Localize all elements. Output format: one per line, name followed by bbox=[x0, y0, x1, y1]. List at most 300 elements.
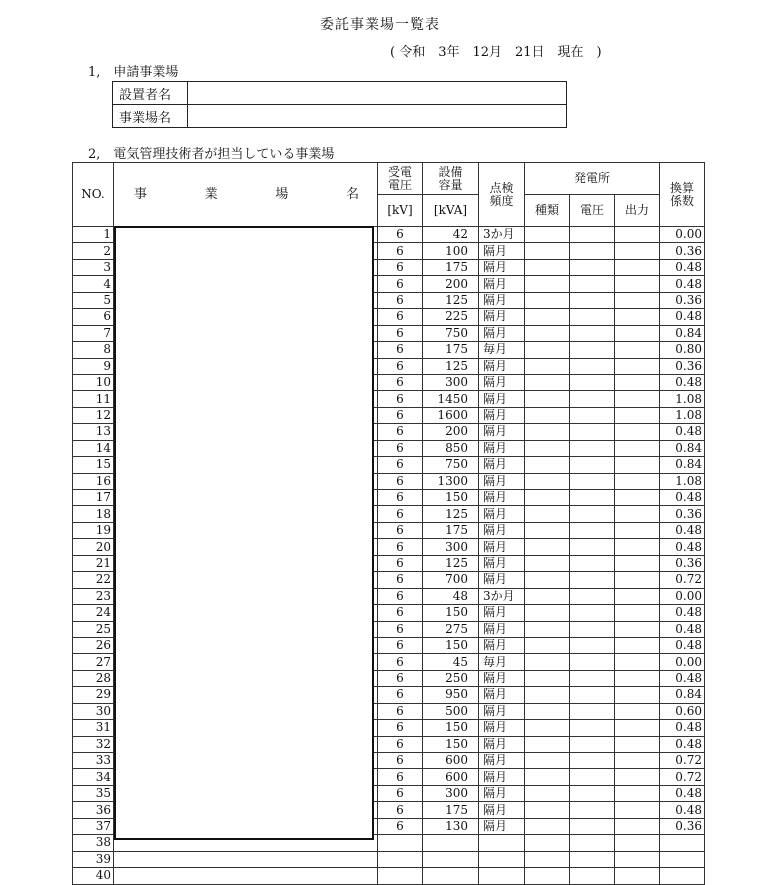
row-gen-voltage bbox=[570, 358, 615, 374]
row-no: 25 bbox=[73, 621, 114, 637]
row-no: 7 bbox=[73, 325, 114, 341]
row-inspection: 隔月 bbox=[479, 720, 525, 736]
row-gen-output bbox=[615, 555, 660, 571]
row-gen-voltage bbox=[570, 621, 615, 637]
row-gen-type bbox=[525, 424, 570, 440]
row-gen-voltage bbox=[570, 424, 615, 440]
header-capacity: 設備 容量 bbox=[423, 163, 479, 195]
row-no: 8 bbox=[73, 342, 114, 358]
row-gen-output bbox=[615, 687, 660, 703]
row-no: 36 bbox=[73, 802, 114, 818]
row-coefficient: 0.80 bbox=[660, 342, 705, 358]
row-no: 24 bbox=[73, 605, 114, 621]
row-inspection: 隔月 bbox=[479, 325, 525, 341]
row-gen-output bbox=[615, 391, 660, 407]
row-capacity: 750 bbox=[423, 457, 479, 473]
row-capacity: 300 bbox=[423, 539, 479, 555]
row-voltage: 6 bbox=[378, 490, 423, 506]
row-voltage: 6 bbox=[378, 670, 423, 686]
row-coefficient: 0.36 bbox=[660, 555, 705, 571]
row-inspection: 隔月 bbox=[479, 621, 525, 637]
row-coefficient: 0.48 bbox=[660, 637, 705, 653]
row-coefficient: 0.60 bbox=[660, 703, 705, 719]
row-gen-voltage bbox=[570, 325, 615, 341]
row-no: 22 bbox=[73, 572, 114, 588]
row-gen-type bbox=[525, 506, 570, 522]
header-gen-voltage: 電圧 bbox=[570, 195, 615, 227]
row-capacity: 950 bbox=[423, 687, 479, 703]
row-coefficient bbox=[660, 835, 705, 851]
row-inspection: 隔月 bbox=[479, 506, 525, 522]
row-gen-voltage bbox=[570, 243, 615, 259]
row-gen-output bbox=[615, 588, 660, 604]
row-coefficient: 0.48 bbox=[660, 309, 705, 325]
row-gen-voltage bbox=[570, 391, 615, 407]
row-coefficient: 0.48 bbox=[660, 276, 705, 292]
row-gen-output bbox=[615, 473, 660, 489]
row-no: 27 bbox=[73, 654, 114, 670]
row-coefficient: 0.36 bbox=[660, 243, 705, 259]
header-gen-output: 出力 bbox=[615, 195, 660, 227]
row-site-name bbox=[114, 851, 378, 867]
row-gen-output bbox=[615, 490, 660, 506]
row-gen-type bbox=[525, 309, 570, 325]
applicant-table bbox=[112, 81, 567, 128]
installer-value bbox=[188, 82, 567, 105]
row-gen-type bbox=[525, 621, 570, 637]
row-gen-type bbox=[525, 325, 570, 341]
header-voltage: 受電 電圧 bbox=[378, 163, 423, 195]
row-coefficient: 0.48 bbox=[660, 374, 705, 390]
row-gen-type bbox=[525, 473, 570, 489]
header-name-char-4: 名 bbox=[345, 187, 359, 202]
row-capacity: 1450 bbox=[423, 391, 479, 407]
row-coefficient: 0.72 bbox=[660, 572, 705, 588]
row-no: 20 bbox=[73, 539, 114, 555]
section-1-label: 1, 申請事業場 bbox=[88, 65, 179, 80]
row-coefficient: 0.00 bbox=[660, 588, 705, 604]
row-gen-type bbox=[525, 276, 570, 292]
row-gen-voltage bbox=[570, 342, 615, 358]
row-capacity: 175 bbox=[423, 802, 479, 818]
row-inspection: 隔月 bbox=[479, 753, 525, 769]
row-gen-type bbox=[525, 292, 570, 308]
row-voltage: 6 bbox=[378, 687, 423, 703]
row-gen-type bbox=[525, 227, 570, 243]
row-inspection: 隔月 bbox=[479, 473, 525, 489]
row-voltage: 6 bbox=[378, 276, 423, 292]
row-gen-output bbox=[615, 539, 660, 555]
row-gen-type bbox=[525, 835, 570, 851]
header-capacity-unit: [kVA] bbox=[423, 195, 479, 227]
row-no: 28 bbox=[73, 670, 114, 686]
row-coefficient: 0.48 bbox=[660, 605, 705, 621]
row-voltage: 6 bbox=[378, 309, 423, 325]
row-gen-type bbox=[525, 851, 570, 867]
row-coefficient: 1.08 bbox=[660, 391, 705, 407]
row-inspection: 隔月 bbox=[479, 572, 525, 588]
row-no: 19 bbox=[73, 522, 114, 538]
row-gen-output bbox=[615, 522, 660, 538]
row-gen-type bbox=[525, 736, 570, 752]
row-voltage: 6 bbox=[378, 391, 423, 407]
row-inspection: 毎月 bbox=[479, 654, 525, 670]
row-gen-output bbox=[615, 309, 660, 325]
row-inspection: 隔月 bbox=[479, 440, 525, 456]
row-gen-output bbox=[615, 407, 660, 423]
row-gen-type bbox=[525, 522, 570, 538]
row-capacity: 175 bbox=[423, 342, 479, 358]
row-coefficient: 0.48 bbox=[660, 490, 705, 506]
row-capacity: 42 bbox=[423, 227, 479, 243]
row-gen-voltage bbox=[570, 670, 615, 686]
row-gen-output bbox=[615, 720, 660, 736]
row-gen-type bbox=[525, 391, 570, 407]
row-no: 38 bbox=[73, 835, 114, 851]
row-gen-type bbox=[525, 769, 570, 785]
row-voltage: 6 bbox=[378, 769, 423, 785]
row-gen-type bbox=[525, 720, 570, 736]
row-inspection: 隔月 bbox=[479, 769, 525, 785]
row-coefficient: 0.72 bbox=[660, 769, 705, 785]
row-voltage: 6 bbox=[378, 703, 423, 719]
row-gen-type bbox=[525, 802, 570, 818]
row-coefficient: 0.84 bbox=[660, 457, 705, 473]
row-gen-voltage bbox=[570, 588, 615, 604]
row-no: 2 bbox=[73, 243, 114, 259]
row-capacity: 850 bbox=[423, 440, 479, 456]
row-capacity: 275 bbox=[423, 621, 479, 637]
row-voltage: 6 bbox=[378, 720, 423, 736]
row-gen-type bbox=[525, 654, 570, 670]
row-coefficient: 0.36 bbox=[660, 506, 705, 522]
row-inspection: 隔月 bbox=[479, 539, 525, 555]
row-gen-type bbox=[525, 572, 570, 588]
header-name-char-2: 業 bbox=[204, 187, 218, 202]
row-no: 40 bbox=[73, 868, 114, 884]
row-voltage: 6 bbox=[378, 407, 423, 423]
row-gen-voltage bbox=[570, 785, 615, 801]
row-voltage: 6 bbox=[378, 736, 423, 752]
row-capacity: 125 bbox=[423, 555, 479, 571]
row-capacity: 200 bbox=[423, 424, 479, 440]
row-gen-output bbox=[615, 506, 660, 522]
row-no: 34 bbox=[73, 769, 114, 785]
row-voltage: 6 bbox=[378, 243, 423, 259]
row-capacity: 500 bbox=[423, 703, 479, 719]
row-no: 1 bbox=[73, 227, 114, 243]
row-capacity: 125 bbox=[423, 292, 479, 308]
row-gen-voltage bbox=[570, 703, 615, 719]
row-coefficient: 0.48 bbox=[660, 720, 705, 736]
row-coefficient: 0.36 bbox=[660, 358, 705, 374]
row-voltage: 6 bbox=[378, 342, 423, 358]
row-no: 29 bbox=[73, 687, 114, 703]
row-inspection: 毎月 bbox=[479, 342, 525, 358]
row-no: 32 bbox=[73, 736, 114, 752]
row-no: 13 bbox=[73, 424, 114, 440]
row-voltage: 6 bbox=[378, 506, 423, 522]
section-2-label: 2, 電気管理技術者が担当している事業場 bbox=[88, 147, 335, 162]
row-voltage: 6 bbox=[378, 457, 423, 473]
row-capacity: 600 bbox=[423, 753, 479, 769]
row-inspection: 隔月 bbox=[479, 818, 525, 834]
row-capacity: 100 bbox=[423, 243, 479, 259]
row-gen-output bbox=[615, 457, 660, 473]
row-coefficient: 0.48 bbox=[660, 522, 705, 538]
row-voltage: 6 bbox=[378, 555, 423, 571]
row-no: 11 bbox=[73, 391, 114, 407]
row-gen-voltage bbox=[570, 753, 615, 769]
row-no: 6 bbox=[73, 309, 114, 325]
row-voltage: 6 bbox=[378, 621, 423, 637]
row-voltage: 6 bbox=[378, 473, 423, 489]
row-inspection bbox=[479, 835, 525, 851]
row-voltage: 6 bbox=[378, 539, 423, 555]
row-gen-voltage bbox=[570, 818, 615, 834]
row-capacity: 1600 bbox=[423, 407, 479, 423]
row-gen-output bbox=[615, 621, 660, 637]
header-no: NO. bbox=[73, 163, 114, 227]
site-label: 事業場名 bbox=[113, 105, 188, 128]
row-capacity: 150 bbox=[423, 637, 479, 653]
row-gen-output bbox=[615, 670, 660, 686]
header-generator: 発電所 bbox=[525, 163, 660, 195]
row-capacity: 45 bbox=[423, 654, 479, 670]
row-no: 31 bbox=[73, 720, 114, 736]
row-gen-output bbox=[615, 703, 660, 719]
document-title: 委託事業場一覧表 bbox=[320, 17, 440, 33]
row-gen-output bbox=[615, 259, 660, 275]
row-inspection: 隔月 bbox=[479, 703, 525, 719]
row-inspection: 隔月 bbox=[479, 687, 525, 703]
row-no: 30 bbox=[73, 703, 114, 719]
row-inspection: 隔月 bbox=[479, 785, 525, 801]
row-gen-type bbox=[525, 243, 570, 259]
row-coefficient: 1.08 bbox=[660, 407, 705, 423]
row-gen-output bbox=[615, 243, 660, 259]
row-gen-voltage bbox=[570, 457, 615, 473]
row-voltage: 6 bbox=[378, 374, 423, 390]
row-inspection: 隔月 bbox=[479, 358, 525, 374]
row-inspection bbox=[479, 851, 525, 867]
row-gen-voltage bbox=[570, 802, 615, 818]
row-gen-type bbox=[525, 407, 570, 423]
row-gen-voltage bbox=[570, 292, 615, 308]
row-no: 39 bbox=[73, 851, 114, 867]
row-coefficient: 0.36 bbox=[660, 818, 705, 834]
row-gen-voltage bbox=[570, 539, 615, 555]
row-gen-type bbox=[525, 785, 570, 801]
row-gen-type bbox=[525, 687, 570, 703]
row-voltage: 6 bbox=[378, 325, 423, 341]
row-gen-voltage bbox=[570, 522, 615, 538]
row-voltage: 6 bbox=[378, 785, 423, 801]
header-coefficient: 換算 係数 bbox=[660, 163, 705, 227]
row-capacity: 750 bbox=[423, 325, 479, 341]
row-gen-output bbox=[615, 424, 660, 440]
row-inspection: 隔月 bbox=[479, 457, 525, 473]
row-gen-type bbox=[525, 670, 570, 686]
row-no: 21 bbox=[73, 555, 114, 571]
row-coefficient: 0.48 bbox=[660, 736, 705, 752]
row-gen-type bbox=[525, 374, 570, 390]
row-inspection: 隔月 bbox=[479, 736, 525, 752]
row-capacity bbox=[423, 851, 479, 867]
row-gen-type bbox=[525, 637, 570, 653]
row-coefficient bbox=[660, 851, 705, 867]
row-voltage: 6 bbox=[378, 588, 423, 604]
row-coefficient: 0.48 bbox=[660, 802, 705, 818]
row-inspection: 隔月 bbox=[479, 637, 525, 653]
row-voltage: 6 bbox=[378, 440, 423, 456]
row-no: 15 bbox=[73, 457, 114, 473]
row-inspection: 3か月 bbox=[479, 227, 525, 243]
row-gen-voltage bbox=[570, 605, 615, 621]
row-inspection: 隔月 bbox=[479, 522, 525, 538]
date-line: ( 令和 3年 12月 21日 現在 ) bbox=[390, 45, 602, 60]
row-gen-voltage bbox=[570, 720, 615, 736]
row-gen-voltage bbox=[570, 736, 615, 752]
row-capacity: 600 bbox=[423, 769, 479, 785]
row-gen-output bbox=[615, 440, 660, 456]
row-gen-output bbox=[615, 785, 660, 801]
row-gen-output bbox=[615, 654, 660, 670]
row-voltage: 6 bbox=[378, 818, 423, 834]
row-gen-type bbox=[525, 358, 570, 374]
row-inspection: 隔月 bbox=[479, 391, 525, 407]
row-voltage: 6 bbox=[378, 292, 423, 308]
row-gen-output bbox=[615, 818, 660, 834]
row-capacity: 200 bbox=[423, 276, 479, 292]
row-inspection: 隔月 bbox=[479, 424, 525, 440]
header-site-name bbox=[114, 163, 378, 227]
row-capacity: 150 bbox=[423, 605, 479, 621]
redacted-site-names bbox=[114, 226, 374, 840]
row-gen-voltage bbox=[570, 769, 615, 785]
row-gen-voltage bbox=[570, 309, 615, 325]
row-no: 35 bbox=[73, 785, 114, 801]
row-coefficient: 0.72 bbox=[660, 753, 705, 769]
row-gen-output bbox=[615, 802, 660, 818]
row-capacity: 175 bbox=[423, 259, 479, 275]
row-gen-type bbox=[525, 490, 570, 506]
row-no: 9 bbox=[73, 358, 114, 374]
row-gen-type bbox=[525, 440, 570, 456]
row-no: 4 bbox=[73, 276, 114, 292]
row-gen-voltage bbox=[570, 227, 615, 243]
row-coefficient: 0.48 bbox=[660, 670, 705, 686]
row-coefficient: 0.48 bbox=[660, 785, 705, 801]
header-name-char-1: 事 bbox=[134, 187, 148, 202]
row-gen-voltage bbox=[570, 687, 615, 703]
row-coefficient: 1.08 bbox=[660, 473, 705, 489]
row-gen-output bbox=[615, 325, 660, 341]
row-no: 17 bbox=[73, 490, 114, 506]
row-voltage: 6 bbox=[378, 358, 423, 374]
row-inspection: 隔月 bbox=[479, 292, 525, 308]
row-gen-output bbox=[615, 736, 660, 752]
row-gen-output bbox=[615, 637, 660, 653]
row-capacity bbox=[423, 835, 479, 851]
row-capacity: 125 bbox=[423, 358, 479, 374]
row-coefficient: 0.48 bbox=[660, 539, 705, 555]
header-voltage-unit: [kV] bbox=[378, 195, 423, 227]
row-gen-output bbox=[615, 769, 660, 785]
row-voltage: 6 bbox=[378, 424, 423, 440]
row-gen-output bbox=[615, 572, 660, 588]
row-no: 16 bbox=[73, 473, 114, 489]
row-voltage: 6 bbox=[378, 654, 423, 670]
row-capacity: 150 bbox=[423, 720, 479, 736]
row-gen-output bbox=[615, 374, 660, 390]
row-gen-type bbox=[525, 539, 570, 555]
row-coefficient: 0.84 bbox=[660, 325, 705, 341]
row-coefficient: 0.00 bbox=[660, 654, 705, 670]
row-inspection: 隔月 bbox=[479, 802, 525, 818]
row-coefficient: 0.84 bbox=[660, 687, 705, 703]
row-no: 12 bbox=[73, 407, 114, 423]
row-voltage: 6 bbox=[378, 522, 423, 538]
row-gen-type bbox=[525, 342, 570, 358]
row-gen-voltage bbox=[570, 374, 615, 390]
row-gen-output bbox=[615, 851, 660, 867]
row-gen-voltage bbox=[570, 637, 615, 653]
row-gen-output bbox=[615, 292, 660, 308]
row-gen-type bbox=[525, 588, 570, 604]
row-voltage: 6 bbox=[378, 227, 423, 243]
row-capacity: 150 bbox=[423, 736, 479, 752]
row-voltage bbox=[378, 835, 423, 851]
row-gen-type bbox=[525, 703, 570, 719]
row-gen-voltage bbox=[570, 259, 615, 275]
row-gen-voltage bbox=[570, 851, 615, 867]
row-capacity: 1300 bbox=[423, 473, 479, 489]
row-gen-voltage bbox=[570, 654, 615, 670]
row-capacity: 700 bbox=[423, 572, 479, 588]
row-gen-output bbox=[615, 358, 660, 374]
row-gen-voltage bbox=[570, 572, 615, 588]
row-voltage: 6 bbox=[378, 637, 423, 653]
row-capacity: 130 bbox=[423, 818, 479, 834]
row-gen-type bbox=[525, 818, 570, 834]
row-inspection: 隔月 bbox=[479, 374, 525, 390]
row-no: 33 bbox=[73, 753, 114, 769]
row-no: 26 bbox=[73, 637, 114, 653]
row-inspection: 隔月 bbox=[479, 490, 525, 506]
row-gen-voltage bbox=[570, 473, 615, 489]
row-no: 5 bbox=[73, 292, 114, 308]
row-capacity: 225 bbox=[423, 309, 479, 325]
row-inspection: 隔月 bbox=[479, 309, 525, 325]
row-coefficient: 0.48 bbox=[660, 259, 705, 275]
row-gen-voltage bbox=[570, 407, 615, 423]
row-gen-type bbox=[525, 605, 570, 621]
row-voltage: 6 bbox=[378, 753, 423, 769]
row-voltage bbox=[378, 851, 423, 867]
row-inspection: 隔月 bbox=[479, 259, 525, 275]
row-inspection: 隔月 bbox=[479, 605, 525, 621]
header-inspection: 点検 頻度 bbox=[479, 163, 525, 227]
row-gen-type bbox=[525, 457, 570, 473]
row-inspection: 隔月 bbox=[479, 555, 525, 571]
row-capacity: 250 bbox=[423, 670, 479, 686]
row-inspection: 隔月 bbox=[479, 407, 525, 423]
row-inspection: 3か月 bbox=[479, 588, 525, 604]
row-gen-voltage bbox=[570, 440, 615, 456]
row-inspection: 隔月 bbox=[479, 670, 525, 686]
row-gen-type bbox=[525, 753, 570, 769]
